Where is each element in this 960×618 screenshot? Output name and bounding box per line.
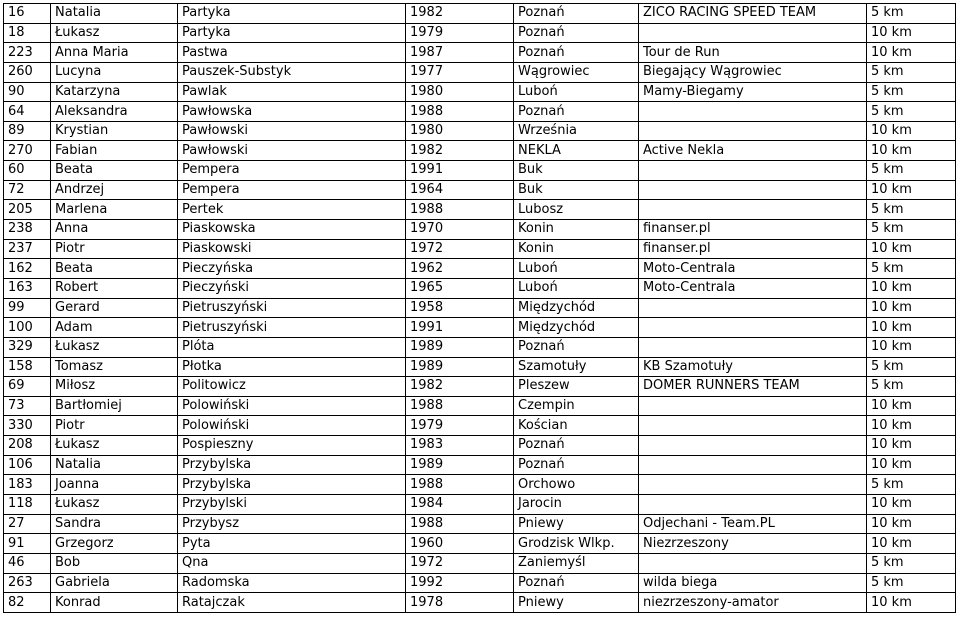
- bib-number-cell: 263: [4, 573, 51, 593]
- first-name-cell: Piotr: [51, 239, 178, 259]
- birth-year-cell: 1980: [406, 82, 514, 102]
- city-cell: Pleszew: [514, 377, 639, 397]
- birth-year-cell: 1982: [406, 141, 514, 161]
- last-name-cell: Politowicz: [178, 377, 406, 397]
- birth-year-cell: 1989: [406, 337, 514, 357]
- last-name-cell: Przybylska: [178, 475, 406, 495]
- table-row: [4, 220, 956, 240]
- birth-year-cell: 1991: [406, 161, 514, 181]
- table-row: [4, 141, 956, 161]
- bib-number-cell: 330: [4, 416, 51, 436]
- city-cell: Jarocin: [514, 495, 639, 515]
- birth-year-cell: 1972: [406, 553, 514, 573]
- team-cell: [639, 102, 867, 122]
- first-name-cell: Tomasz: [51, 357, 178, 377]
- bib-number-cell: 69: [4, 377, 51, 397]
- city-cell: Zaniemyśl: [514, 553, 639, 573]
- first-name-cell: Marlena: [51, 200, 178, 220]
- table-row: [4, 475, 956, 495]
- last-name-cell: Pietruszyński: [178, 318, 406, 338]
- team-cell: Moto-Centrala: [639, 259, 867, 279]
- first-name-cell: Łukasz: [51, 337, 178, 357]
- team-cell: [639, 121, 867, 141]
- city-cell: Pniewy: [514, 514, 639, 534]
- distance-cell: 10 km: [867, 416, 956, 436]
- birth-year-cell: 1988: [406, 102, 514, 122]
- team-cell: Mamy-Biegamy: [639, 82, 867, 102]
- table-row: [4, 436, 956, 456]
- birth-year-cell: 1970: [406, 220, 514, 240]
- last-name-cell: Plóta: [178, 337, 406, 357]
- last-name-cell: Pieczyńska: [178, 259, 406, 279]
- city-cell: Buk: [514, 180, 639, 200]
- first-name-cell: Beata: [51, 259, 178, 279]
- first-name-cell: Lucyna: [51, 62, 178, 82]
- bib-number-cell: 237: [4, 239, 51, 259]
- last-name-cell: Partyka: [178, 23, 406, 43]
- distance-cell: 10 km: [867, 278, 956, 298]
- team-cell: KB Szamotuły: [639, 357, 867, 377]
- birth-year-cell: 1980: [406, 121, 514, 141]
- distance-cell: 10 km: [867, 298, 956, 318]
- team-cell: Odjechani - Team.PL: [639, 514, 867, 534]
- bib-number-cell: 162: [4, 259, 51, 279]
- table-row: [4, 377, 956, 397]
- distance-cell: 10 km: [867, 23, 956, 43]
- bib-number-cell: 208: [4, 436, 51, 456]
- distance-cell: 10 km: [867, 337, 956, 357]
- table-row: [4, 318, 956, 338]
- bib-number-cell: 223: [4, 43, 51, 63]
- city-cell: Poznań: [514, 337, 639, 357]
- table-row: [4, 337, 956, 357]
- city-cell: Szamotuły: [514, 357, 639, 377]
- birth-year-cell: 1987: [406, 43, 514, 63]
- team-cell: [639, 161, 867, 181]
- birth-year-cell: 1989: [406, 455, 514, 475]
- birth-year-cell: 1983: [406, 436, 514, 456]
- first-name-cell: Robert: [51, 278, 178, 298]
- distance-cell: 5 km: [867, 102, 956, 122]
- city-cell: Poznań: [514, 436, 639, 456]
- team-cell: [639, 553, 867, 573]
- table-row: [4, 180, 956, 200]
- birth-year-cell: 1962: [406, 259, 514, 279]
- bib-number-cell: 163: [4, 278, 51, 298]
- first-name-cell: Aleksandra: [51, 102, 178, 122]
- birth-year-cell: 1979: [406, 23, 514, 43]
- distance-cell: 10 km: [867, 396, 956, 416]
- birth-year-cell: 1972: [406, 239, 514, 259]
- birth-year-cell: 1979: [406, 416, 514, 436]
- city-cell: Luboń: [514, 82, 639, 102]
- last-name-cell: Przybylska: [178, 455, 406, 475]
- team-cell: Niezrzeszony: [639, 534, 867, 554]
- bib-number-cell: 64: [4, 102, 51, 122]
- table-row: [4, 514, 956, 534]
- table-row: [4, 62, 956, 82]
- distance-cell: 5 km: [867, 200, 956, 220]
- bib-number-cell: 82: [4, 593, 51, 613]
- city-cell: Grodzisk Wlkp.: [514, 534, 639, 554]
- distance-cell: 10 km: [867, 43, 956, 63]
- team-cell: DOMER RUNNERS TEAM: [639, 377, 867, 397]
- first-name-cell: Fabian: [51, 141, 178, 161]
- distance-cell: 5 km: [867, 377, 956, 397]
- distance-cell: 10 km: [867, 121, 956, 141]
- last-name-cell: Pawłowski: [178, 121, 406, 141]
- last-name-cell: Pempera: [178, 161, 406, 181]
- birth-year-cell: 1992: [406, 573, 514, 593]
- first-name-cell: Sandra: [51, 514, 178, 534]
- first-name-cell: Beata: [51, 161, 178, 181]
- first-name-cell: Bob: [51, 553, 178, 573]
- last-name-cell: Przybysz: [178, 514, 406, 534]
- last-name-cell: Pyta: [178, 534, 406, 554]
- bib-number-cell: 27: [4, 514, 51, 534]
- table-row: [4, 161, 956, 181]
- city-cell: Lubosz: [514, 200, 639, 220]
- bib-number-cell: 260: [4, 62, 51, 82]
- last-name-cell: Pastwa: [178, 43, 406, 63]
- table-row: [4, 495, 956, 515]
- city-cell: Międzychód: [514, 298, 639, 318]
- first-name-cell: Konrad: [51, 593, 178, 613]
- city-cell: Buk: [514, 161, 639, 181]
- first-name-cell: Bartłomiej: [51, 396, 178, 416]
- distance-cell: 5 km: [867, 161, 956, 181]
- distance-cell: 5 km: [867, 475, 956, 495]
- first-name-cell: Grzegorz: [51, 534, 178, 554]
- bib-number-cell: 60: [4, 161, 51, 181]
- first-name-cell: Natalia: [51, 455, 178, 475]
- team-cell: Tour de Run: [639, 43, 867, 63]
- bib-number-cell: 329: [4, 337, 51, 357]
- distance-cell: 5 km: [867, 220, 956, 240]
- birth-year-cell: 1965: [406, 278, 514, 298]
- distance-cell: 5 km: [867, 357, 956, 377]
- table-row: [4, 102, 956, 122]
- first-name-cell: Andrzej: [51, 180, 178, 200]
- distance-cell: 10 km: [867, 239, 956, 259]
- table-row: [4, 82, 956, 102]
- team-cell: [639, 200, 867, 220]
- table-row: [4, 534, 956, 554]
- birth-year-cell: 1984: [406, 495, 514, 515]
- team-cell: [639, 475, 867, 495]
- city-cell: Poznań: [514, 23, 639, 43]
- city-cell: Września: [514, 121, 639, 141]
- distance-cell: 10 km: [867, 436, 956, 456]
- team-cell: [639, 416, 867, 436]
- last-name-cell: Pawlak: [178, 82, 406, 102]
- last-name-cell: Radomska: [178, 573, 406, 593]
- bib-number-cell: 73: [4, 396, 51, 416]
- last-name-cell: Pauszek-Substyk: [178, 62, 406, 82]
- distance-cell: 10 km: [867, 141, 956, 161]
- distance-cell: 10 km: [867, 593, 956, 613]
- bib-number-cell: 205: [4, 200, 51, 220]
- team-cell: [639, 318, 867, 338]
- bib-number-cell: 18: [4, 23, 51, 43]
- city-cell: Poznań: [514, 455, 639, 475]
- bib-number-cell: 72: [4, 180, 51, 200]
- distance-cell: 10 km: [867, 455, 956, 475]
- last-name-cell: Pawłowski: [178, 141, 406, 161]
- table-row: [4, 357, 956, 377]
- city-cell: Kościan: [514, 416, 639, 436]
- results-table: [3, 3, 956, 613]
- table-row: [4, 43, 956, 63]
- bib-number-cell: 238: [4, 220, 51, 240]
- table-row: [4, 278, 956, 298]
- bib-number-cell: 158: [4, 357, 51, 377]
- distance-cell: 10 km: [867, 534, 956, 554]
- team-cell: [639, 455, 867, 475]
- first-name-cell: Krystian: [51, 121, 178, 141]
- birth-year-cell: 1988: [406, 475, 514, 495]
- bib-number-cell: 16: [4, 4, 51, 24]
- bib-number-cell: 118: [4, 495, 51, 515]
- city-cell: Konin: [514, 220, 639, 240]
- first-name-cell: Gabriela: [51, 573, 178, 593]
- distance-cell: 10 km: [867, 180, 956, 200]
- distance-cell: 5 km: [867, 4, 956, 24]
- first-name-cell: Anna Maria: [51, 43, 178, 63]
- city-cell: Poznań: [514, 573, 639, 593]
- last-name-cell: Piaskowski: [178, 239, 406, 259]
- last-name-cell: Pertek: [178, 200, 406, 220]
- team-cell: [639, 495, 867, 515]
- bib-number-cell: 100: [4, 318, 51, 338]
- first-name-cell: Łukasz: [51, 436, 178, 456]
- birth-year-cell: 1991: [406, 318, 514, 338]
- table-row: [4, 396, 956, 416]
- team-cell: Moto-Centrala: [639, 278, 867, 298]
- last-name-cell: Ratajczak: [178, 593, 406, 613]
- table-row: [4, 416, 956, 436]
- birth-year-cell: 1964: [406, 180, 514, 200]
- last-name-cell: Pawłowska: [178, 102, 406, 122]
- table-row: [4, 121, 956, 141]
- bib-number-cell: 91: [4, 534, 51, 554]
- distance-cell: 10 km: [867, 495, 956, 515]
- birth-year-cell: 1978: [406, 593, 514, 613]
- first-name-cell: Katarzyna: [51, 82, 178, 102]
- first-name-cell: Natalia: [51, 4, 178, 24]
- first-name-cell: Łukasz: [51, 23, 178, 43]
- results-table-body: [4, 4, 956, 613]
- team-cell: [639, 396, 867, 416]
- city-cell: Czempin: [514, 396, 639, 416]
- table-row: [4, 553, 956, 573]
- birth-year-cell: 1988: [406, 396, 514, 416]
- team-cell: niezrzeszony-amator: [639, 593, 867, 613]
- last-name-cell: Pieczyński: [178, 278, 406, 298]
- first-name-cell: Joanna: [51, 475, 178, 495]
- city-cell: Luboń: [514, 259, 639, 279]
- first-name-cell: Łukasz: [51, 495, 178, 515]
- last-name-cell: Pietruszyński: [178, 298, 406, 318]
- table-row: [4, 4, 956, 24]
- last-name-cell: Polowiński: [178, 416, 406, 436]
- team-cell: Active Nekla: [639, 141, 867, 161]
- first-name-cell: Piotr: [51, 416, 178, 436]
- bib-number-cell: 106: [4, 455, 51, 475]
- distance-cell: 5 km: [867, 82, 956, 102]
- team-cell: finanser.pl: [639, 220, 867, 240]
- birth-year-cell: 1977: [406, 62, 514, 82]
- birth-year-cell: 1988: [406, 514, 514, 534]
- first-name-cell: Anna: [51, 220, 178, 240]
- table-row: [4, 593, 956, 613]
- table-row: [4, 298, 956, 318]
- city-cell: Wągrowiec: [514, 62, 639, 82]
- last-name-cell: Qna: [178, 553, 406, 573]
- city-cell: NEKLA: [514, 141, 639, 161]
- team-cell: [639, 298, 867, 318]
- last-name-cell: Polowiński: [178, 396, 406, 416]
- team-cell: [639, 23, 867, 43]
- city-cell: Pniewy: [514, 593, 639, 613]
- distance-cell: 5 km: [867, 573, 956, 593]
- last-name-cell: Płotka: [178, 357, 406, 377]
- team-cell: [639, 337, 867, 357]
- birth-year-cell: 1982: [406, 4, 514, 24]
- team-cell: [639, 436, 867, 456]
- last-name-cell: Przybylski: [178, 495, 406, 515]
- bib-number-cell: 46: [4, 553, 51, 573]
- team-cell: finanser.pl: [639, 239, 867, 259]
- first-name-cell: Gerard: [51, 298, 178, 318]
- distance-cell: 5 km: [867, 553, 956, 573]
- team-cell: [639, 180, 867, 200]
- bib-number-cell: 90: [4, 82, 51, 102]
- table-row: [4, 455, 956, 475]
- distance-cell: 5 km: [867, 62, 956, 82]
- last-name-cell: Partyka: [178, 4, 406, 24]
- bib-number-cell: 270: [4, 141, 51, 161]
- city-cell: Poznań: [514, 4, 639, 24]
- birth-year-cell: 1988: [406, 200, 514, 220]
- last-name-cell: Pempera: [178, 180, 406, 200]
- team-cell: ZICO RACING SPEED TEAM: [639, 4, 867, 24]
- city-cell: Konin: [514, 239, 639, 259]
- table-row: [4, 23, 956, 43]
- birth-year-cell: 1989: [406, 357, 514, 377]
- last-name-cell: Piaskowska: [178, 220, 406, 240]
- table-row: [4, 259, 956, 279]
- city-cell: Międzychód: [514, 318, 639, 338]
- city-cell: Orchowo: [514, 475, 639, 495]
- bib-number-cell: 99: [4, 298, 51, 318]
- first-name-cell: Adam: [51, 318, 178, 338]
- last-name-cell: Pospieszny: [178, 436, 406, 456]
- distance-cell: 10 km: [867, 514, 956, 534]
- distance-cell: 10 km: [867, 318, 956, 338]
- bib-number-cell: 183: [4, 475, 51, 495]
- birth-year-cell: 1958: [406, 298, 514, 318]
- first-name-cell: Miłosz: [51, 377, 178, 397]
- table-row: [4, 239, 956, 259]
- city-cell: Poznań: [514, 43, 639, 63]
- table-row: [4, 200, 956, 220]
- table-row: [4, 573, 956, 593]
- team-cell: wilda biega: [639, 573, 867, 593]
- birth-year-cell: 1982: [406, 377, 514, 397]
- city-cell: Poznań: [514, 102, 639, 122]
- birth-year-cell: 1960: [406, 534, 514, 554]
- bib-number-cell: 89: [4, 121, 51, 141]
- distance-cell: 5 km: [867, 259, 956, 279]
- team-cell: Biegający Wągrowiec: [639, 62, 867, 82]
- city-cell: Luboń: [514, 278, 639, 298]
